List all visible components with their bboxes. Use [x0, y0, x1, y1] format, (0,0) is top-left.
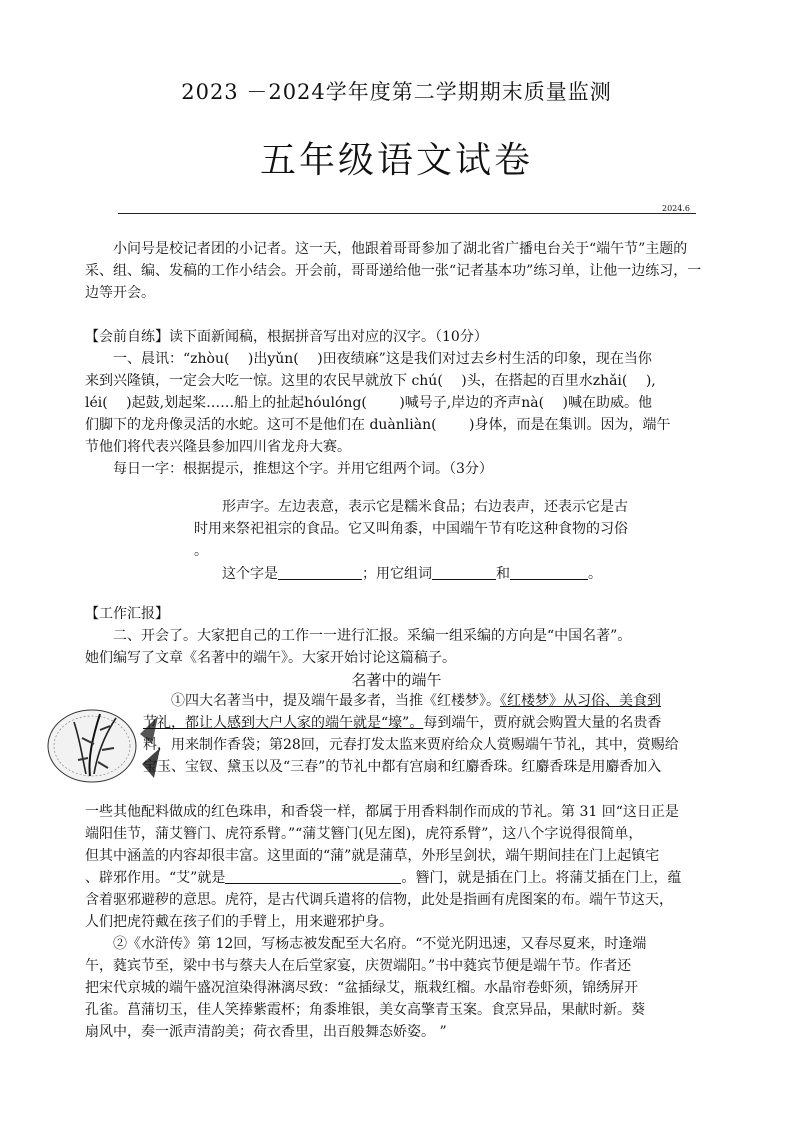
daily-char-heading: 每日一字：根据提示，推想这个字。并用它组两个词。（3分） [113, 461, 493, 477]
article-p1-line8: 、辟邪作用。“艾”就是 。簪门，就是插在门上。将蒲艾插在门上，蕴 [85, 870, 682, 886]
exam-subtitle: 五年级语文试卷 [259, 140, 533, 181]
article-p1-line10: 人们把虎符戴在孩子们的手臂上，用来避邪护身。 [85, 914, 393, 930]
intro-paragraph: 小问号是校记者团的小记者。这一天，他跟着哥哥参加了湖北省广播电台关于“端午节”主题的采、组、编、发稿的工作小结会。开会前，哥哥递给他一张“记者基本功”练习单，让他一边练习，一边等开会。 [85, 241, 702, 301]
answer-blank-word2[interactable] [510, 565, 588, 580]
header-divider [118, 213, 696, 214]
news-line-2: 来到兴隆镇，一定会大吃一惊。这里的农民早就放下 chú( )头，在搭起的百里水zhǎi( ), [85, 373, 656, 389]
answer-blank-word1[interactable] [432, 565, 496, 580]
report-line-2: 她们编写了文章《名著中的端午》。大家开始讨论这篇稿子。 [85, 650, 456, 666]
news-line-4: 们脚下的龙舟像灵活的水蛇。这可不是他们在 duànliàn( )身体，而是在集训。因为，端午 [85, 417, 671, 433]
report-line-1: 二、开会了。大家把自己的工作一一进行汇报。采编一组采编的方向是“中国名著”。 [113, 628, 632, 644]
news-line-1: 一、晨讯：“zhòu( )出yǔn( )田夜绩麻”这是我们对过去乡村生活的印象，现在当你 [113, 351, 652, 367]
answer-label-and: 和 [496, 566, 510, 582]
daily-hint-2: 时用来祭祀祖宗的食品。它又叫角黍，中国端午节有吃这种食物的习俗 [194, 521, 628, 537]
article-p2-line1: ②《水浒传》第 12回，写杨志被发配至大名府。“不觉光阴迅速，又春尽夏来，时逢端 [113, 936, 647, 952]
daily-hint-1: 形声字。左边表意，表示它是糯米食品；右边表声，还表示它是古 [222, 499, 628, 515]
exam-header-title: 2023 －2024学年度第二学期期末质量监测 [181, 80, 612, 104]
article-p2-line5: 扇风中，奏一派声清韵美；荷衣香里，出百般舞态娇姿。 ” [85, 1024, 447, 1040]
answer-label-char: 这个字是 [222, 566, 278, 582]
article-p1-line9: 含着驱邪避秽的意思。虎符，是古代调兵遣将的信物，此处是指画有虎图案的布。端午节这天， [85, 892, 673, 908]
underlined-sentence-part2: 节礼，都让人感到大户人家的端午就是“壕”。 [143, 715, 424, 731]
article-p1-line7: 但其中涵盖的内容却很丰富。这里面的“蒲”就是蒲草，外形呈剑状，端午期间挂在门上起镇宅 [85, 848, 660, 864]
news-line-5: 节他们将代表兴隆县参加四川省龙舟大赛。 [85, 439, 351, 455]
daily-answer-line [222, 563, 602, 585]
news-line-3: léi( )起鼓,划起桨……船上的扯起hóulóng( )喊号子,岸边的齐声nà( )喊在助威。他 [85, 395, 652, 411]
article-p2-line2: 午，蕤宾节至，梁中书与蔡夫人在后堂家宴，庆贺端阳。”书中蕤宾节便是端午节。作者还 [85, 958, 632, 974]
answer-label-words: ；用它组词 [362, 566, 432, 582]
answer-end: 。 [588, 566, 602, 582]
section2-heading: 【工作汇报】 [85, 606, 169, 622]
daily-hint-3: 。 [194, 543, 208, 559]
article-p1-line6: 端阳佳节，蒲艾簪门、虎符系臂。”“蒲艾簪门(见左图)，虎符系臂”，这八个字说得很简单， [85, 826, 643, 842]
exam-date: 2024.6 [662, 204, 690, 213]
article-title: 名著中的端午 [351, 671, 442, 689]
article-p1-line2: 节礼，都让人感到大户人家的端午就是“壕”。每到端午，贾府就会购置大量的名贵香 [143, 715, 662, 731]
underlined-sentence-part1: 《红楼梦》从习俗、美食到 [500, 693, 661, 709]
article-p2-line4: 孔雀。菖蒲切玉，佳人笑捧紫霞杯；角黍堆银，美女高擎青玉案。食烹异品，果献时新。葵 [85, 1002, 645, 1018]
article-p1-line4: 宝玉、宝钗、黛玉以及“三春”的节礼中都有宫扇和红麝香珠。红麝香珠是用麝香加入 [143, 759, 662, 775]
answer-blank-char[interactable] [278, 565, 362, 580]
article-p1-line3: 料，用来制作香袋；第28回，元春打发太监来贾府给众人赏赐端午节礼，其中，赏赐给 [143, 737, 679, 753]
section1-heading: 【会前自练】读下面新闻稿，根据拼音写出对应的汉字。（10分） [85, 329, 488, 345]
article-p1-line5: 一些其他配料做成的红色珠串，和香袋一样，都属于用香料制作而成的节礼。第 31 回“这日正是 [85, 804, 679, 820]
ai-meaning-blank[interactable] [225, 869, 401, 884]
article-p1-line1: ①四大名著当中，提及端午最多者，当推《红楼梦》。《红楼梦》从习俗、美食到 [171, 693, 661, 709]
article-p2-line3: 把宋代京城的端午盛况渲染得淋漓尽致：“盆插绿艾，瓶栽红榴。水晶帘卷虾须，锦绣屏开 [85, 980, 639, 996]
